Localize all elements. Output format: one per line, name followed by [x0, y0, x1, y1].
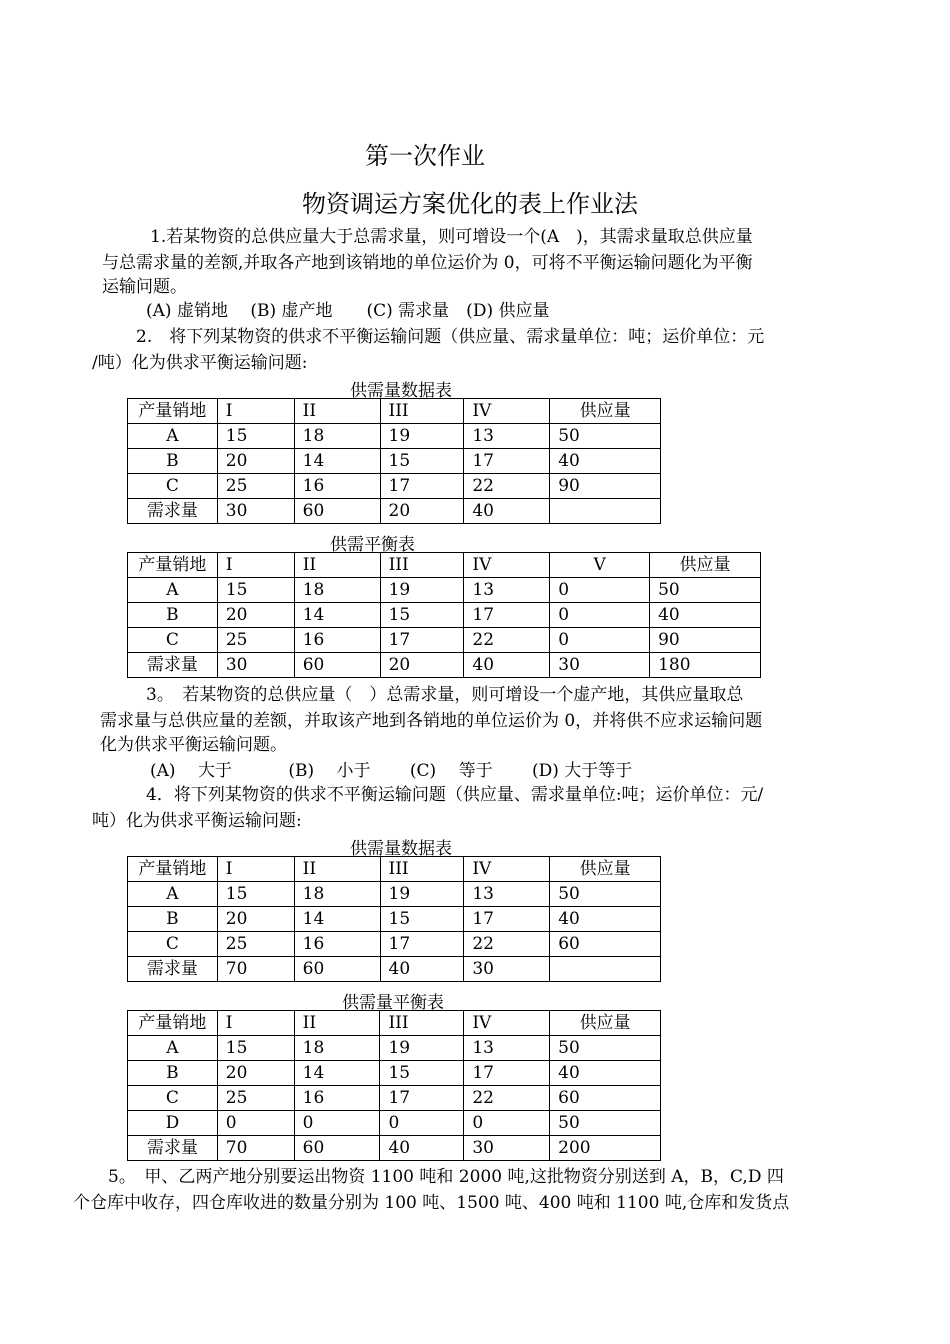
table-cell: 60	[550, 932, 661, 957]
q1-line-3: 运输问题。	[102, 277, 187, 297]
q4-table1-caption: 供需量数据表	[350, 839, 452, 859]
table-row	[128, 628, 761, 653]
table-cell	[550, 957, 661, 982]
table-cell: 15	[217, 424, 294, 449]
table-cell: 20	[380, 499, 464, 524]
table-cell: 90	[650, 628, 761, 653]
table-cell: 15	[380, 1061, 464, 1086]
q2-line-1: 2. 将下列某物资的供求不平衡运输问题（供应量、需求量单位：吨；运价单位：元	[136, 327, 765, 347]
table-cell: 14	[294, 449, 380, 474]
table-cell: 200	[550, 1136, 661, 1161]
table-cell: B	[128, 603, 218, 628]
header-cell: II	[294, 553, 380, 578]
table-cell: 60	[294, 653, 380, 678]
table-cell: C	[128, 1086, 218, 1111]
header-cell: 供应量	[550, 857, 661, 882]
header-cell: 供应量	[550, 1011, 661, 1036]
table-cell: 19	[380, 882, 464, 907]
table-cell: 0	[550, 578, 650, 603]
table-cell: 17	[380, 1086, 464, 1111]
table-cell: 22	[464, 628, 550, 653]
header-cell: V	[550, 553, 650, 578]
table-cell: 13	[464, 424, 550, 449]
q3-options: (A) 大于 (B) 小于 (C) 等于 (D) 大于等于	[150, 761, 633, 781]
table-row	[128, 499, 661, 524]
table-header-row	[128, 399, 661, 424]
table-cell: 60	[294, 957, 380, 982]
table-cell: 60	[294, 1136, 380, 1161]
table-row	[128, 882, 661, 907]
table-row	[128, 474, 661, 499]
header-cell: I	[217, 1011, 294, 1036]
table-header-row	[128, 1011, 661, 1036]
table-cell: 25	[217, 1086, 294, 1111]
table-cell: 15	[217, 1036, 294, 1061]
table-cell: 50	[550, 424, 661, 449]
table-row	[128, 1036, 661, 1061]
q4-line-1: 4．将下列某物资的供求不平衡运输问题（供应量、需求量单位:吨；运价单位：元/	[146, 785, 764, 805]
header-cell: III	[380, 399, 464, 424]
table-cell: 19	[380, 578, 464, 603]
table-cell: 15	[380, 449, 464, 474]
header-cell: 供应量	[650, 553, 761, 578]
table-cell: B	[128, 449, 218, 474]
table-cell: 0	[550, 603, 650, 628]
table-cell: 14	[294, 1061, 380, 1086]
table-cell: 0	[217, 1111, 294, 1136]
q1-line-1: 1.若某物资的总供应量大于总需求量，则可增设一个(A )，其需求量取总供应量	[150, 227, 753, 247]
table-cell: 70	[217, 957, 294, 982]
table-cell: 13	[464, 882, 550, 907]
table-row	[128, 578, 761, 603]
table-cell: 17	[380, 474, 464, 499]
table-cell: 90	[550, 474, 661, 499]
q4-balance-table	[127, 1010, 661, 1161]
q1-line-2: 与总需求量的差额,并取各产地到该销地的单位运价为 0，可将不平衡运输问题化为平衡	[102, 253, 753, 273]
table-cell: A	[128, 1036, 218, 1061]
table-cell	[550, 499, 661, 524]
table-cell: 30	[464, 957, 550, 982]
header-cell: I	[217, 553, 294, 578]
table-cell: 30	[217, 499, 294, 524]
header-cell: IV	[464, 857, 550, 882]
table-cell: 50	[650, 578, 761, 603]
table-cell: 17	[464, 907, 550, 932]
table-cell: 16	[294, 474, 380, 499]
table-cell: A	[128, 882, 218, 907]
table-row	[128, 424, 661, 449]
table-cell: 25	[217, 932, 294, 957]
table-cell: 60	[550, 1086, 661, 1111]
q2-table1-caption: 供需量数据表	[350, 381, 452, 401]
header-cell: III	[380, 1011, 464, 1036]
table-cell: C	[128, 932, 218, 957]
header-cell: I	[217, 399, 294, 424]
page-subtitle: 物资调运方案优化的表上作业法	[302, 190, 638, 218]
table-row	[128, 1111, 661, 1136]
header-cell: 供应量	[550, 399, 661, 424]
header-cell: IV	[464, 1011, 550, 1036]
table-cell: 18	[294, 1036, 380, 1061]
table-cell: 需求量	[128, 957, 218, 982]
table-cell: 17	[380, 932, 464, 957]
table-cell: 17	[464, 603, 550, 628]
table-cell: 180	[650, 653, 761, 678]
table-cell: 20	[380, 653, 464, 678]
q2-table2-caption: 供需平衡表	[330, 535, 415, 555]
table-cell: 20	[217, 907, 294, 932]
table-cell: 14	[294, 907, 380, 932]
table-row	[128, 1086, 661, 1111]
table-row	[128, 932, 661, 957]
table-cell: 16	[294, 932, 380, 957]
table-cell: D	[128, 1111, 218, 1136]
table-cell: 40	[650, 603, 761, 628]
table-cell: A	[128, 424, 218, 449]
table-cell: 需求量	[128, 1136, 218, 1161]
table-row	[128, 449, 661, 474]
table-cell: 25	[217, 474, 294, 499]
table-cell: 40	[550, 449, 661, 474]
table-cell: 30	[464, 1136, 550, 1161]
header-cell: I	[217, 857, 294, 882]
q5-line-2: 个仓库中收存，四仓库收进的数量分别为 100 吨、1500 吨、400 吨和 1100 吨,仓库和发货点	[73, 1193, 790, 1213]
table-cell: 0	[550, 628, 650, 653]
table-cell: 0	[380, 1111, 464, 1136]
header-cell: III	[380, 553, 464, 578]
q4-supply-demand-table	[127, 856, 661, 982]
table-cell: 16	[294, 1086, 380, 1111]
header-cell: 产量销地	[128, 553, 218, 578]
table-cell: 60	[294, 499, 380, 524]
table-cell: 40	[380, 957, 464, 982]
table-cell: 40	[464, 653, 550, 678]
header-cell: II	[294, 857, 380, 882]
q2-supply-demand-table	[127, 398, 661, 524]
q2-balance-table	[127, 552, 761, 678]
table-cell: 20	[217, 449, 294, 474]
table-cell: 18	[294, 578, 380, 603]
table-cell: 17	[380, 628, 464, 653]
q4-line-2: 吨）化为供求平衡运输问题:	[92, 811, 302, 831]
header-cell: 产量销地	[128, 399, 218, 424]
table-cell: 20	[217, 1061, 294, 1086]
table-cell: 70	[217, 1136, 294, 1161]
table-row	[128, 1136, 661, 1161]
table-header-row	[128, 857, 661, 882]
table-cell: 15	[217, 882, 294, 907]
table-row	[128, 653, 761, 678]
page-title: 第一次作业	[365, 142, 485, 170]
table-cell: 50	[550, 1036, 661, 1061]
table-cell: 18	[294, 424, 380, 449]
table-cell: 22	[464, 1086, 550, 1111]
table-cell: 40	[550, 907, 661, 932]
table-cell: 17	[464, 1061, 550, 1086]
table-cell: 20	[217, 603, 294, 628]
table-cell: 25	[217, 628, 294, 653]
table-header-row	[128, 553, 761, 578]
table-cell: C	[128, 474, 218, 499]
table-cell: 22	[464, 932, 550, 957]
table-cell: 30	[550, 653, 650, 678]
table-cell: 19	[380, 1036, 464, 1061]
table-row	[128, 603, 761, 628]
table-row	[128, 1061, 661, 1086]
table-row	[128, 957, 661, 982]
table-cell: 15	[380, 603, 464, 628]
header-cell: II	[294, 399, 380, 424]
table-cell: 40	[380, 1136, 464, 1161]
header-cell: 产量销地	[128, 1011, 218, 1036]
q5-line-1: 5。 甲、乙两产地分别要运出物资 1100 吨和 2000 吨,这批物资分别送到 A，B，C,D 四	[108, 1167, 784, 1187]
q4-table2-caption: 供需量平衡表	[342, 993, 444, 1013]
table-cell: 16	[294, 628, 380, 653]
header-cell: IV	[464, 399, 550, 424]
header-cell: IV	[464, 553, 550, 578]
table-cell: 50	[550, 882, 661, 907]
table-cell: 19	[380, 424, 464, 449]
q3-line-2: 需求量与总供应量的差额，并取该产地到各销地的单位运价为 0，并将供不应求运输问题	[100, 711, 763, 731]
table-cell: 40	[550, 1061, 661, 1086]
table-cell: 13	[464, 578, 550, 603]
q1-options: (A) 虚销地 (B) 虚产地 (C) 需求量 (D) 供应量	[146, 301, 550, 321]
table-cell: 需求量	[128, 499, 218, 524]
q3-line-1: 3。 若某物资的总供应量（ ）总需求量，则可增设一个虚产地，其供应量取总	[146, 685, 744, 705]
table-cell: 15	[380, 907, 464, 932]
table-cell: 17	[464, 449, 550, 474]
q2-line-2: /吨）化为供求平衡运输问题:	[92, 353, 308, 373]
table-cell: 50	[550, 1111, 661, 1136]
table-cell: 30	[217, 653, 294, 678]
header-cell: II	[294, 1011, 380, 1036]
table-row	[128, 907, 661, 932]
header-cell: 产量销地	[128, 857, 218, 882]
table-cell: 13	[464, 1036, 550, 1061]
table-cell: 15	[217, 578, 294, 603]
table-cell: 需求量	[128, 653, 218, 678]
table-cell: B	[128, 1061, 218, 1086]
table-cell: 0	[464, 1111, 550, 1136]
table-cell: 18	[294, 882, 380, 907]
table-cell: A	[128, 578, 218, 603]
table-cell: 40	[464, 499, 550, 524]
table-cell: B	[128, 907, 218, 932]
q3-line-3: 化为供求平衡运输问题。	[100, 735, 287, 755]
table-cell: C	[128, 628, 218, 653]
table-cell: 0	[294, 1111, 380, 1136]
table-cell: 22	[464, 474, 550, 499]
table-cell: 14	[294, 603, 380, 628]
header-cell: III	[380, 857, 464, 882]
